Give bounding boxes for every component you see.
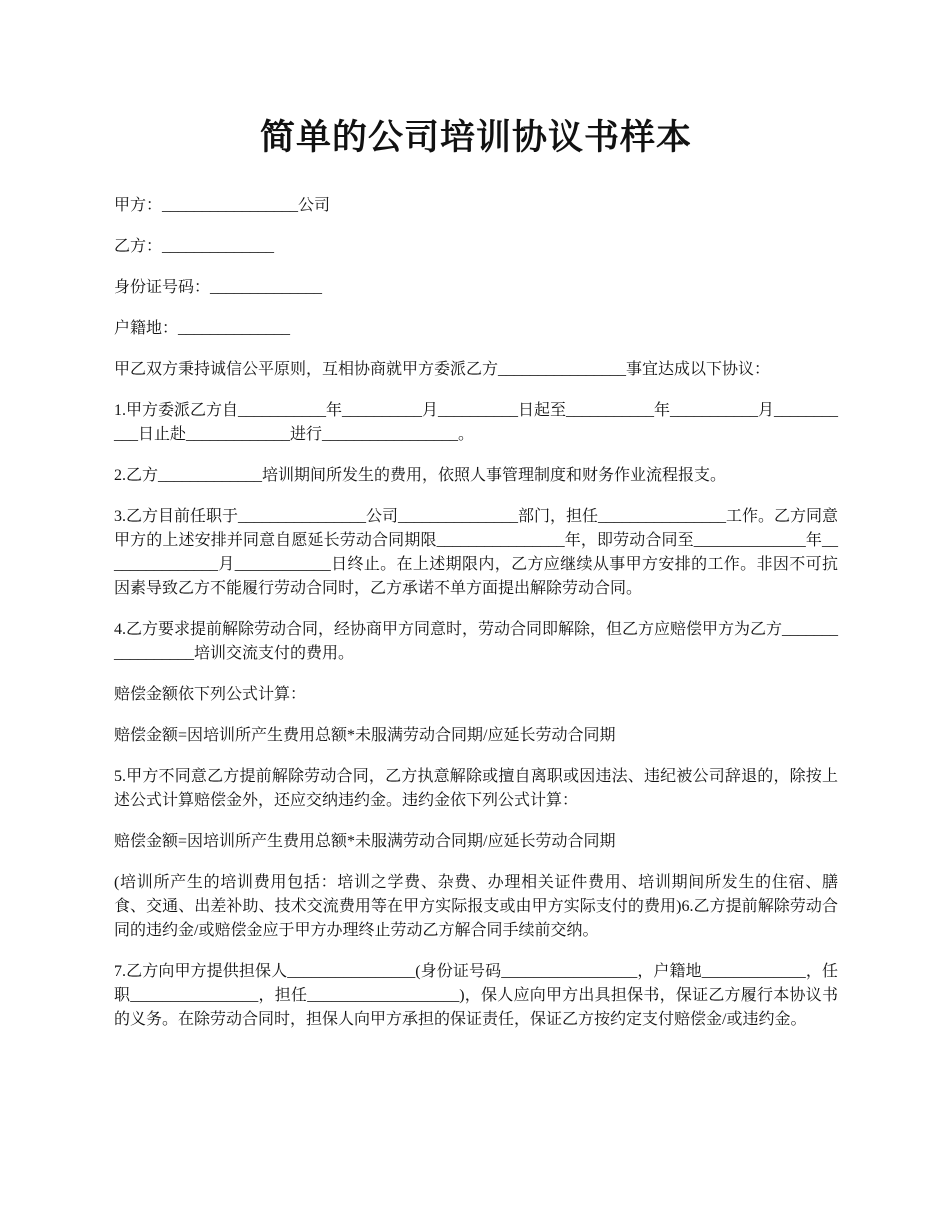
clause-1: 1.甲方委派乙方自___________年__________月__________日起至___________年___________月___________日止赴_____________进行_________________。 [114, 402, 839, 443]
formula-intro: 赔偿金额依下列公式计算： [114, 686, 307, 703]
preamble-paragraph: 甲乙双方秉持诚信公平原则，互相协商就甲方委派乙方________________事宜达成以下协议： [114, 361, 771, 378]
document-title: 简单的公司培训协议书样本 [259, 117, 692, 158]
clause-3: 3.乙方目前任职于________________公司_______________部门，担任________________工作。乙方同意甲方的上述安排并同意自愿延长劳动合同期限________________年，即劳动合同至______________年_______________月____________日终止。在上述期限内，乙方应继续从事甲方安排的工作。非因不可抗因素导致乙方不能履行劳动合同时，乙方承诺不单方面提出解除劳动合同。 [114, 508, 839, 597]
clause-7: 7.乙方向甲方提供担保人________________(身份证号码_________________，户籍地_____________，任职________________，担任___________________)，保人应向甲方出具担保书，保证乙方履行本协议书的义务。在除劳动合同时，担保人向甲方承担的保证责任，保证乙方按约定支付赔偿金/或违约金。 [114, 963, 838, 1028]
household-line: 户籍地：______________ [114, 320, 291, 337]
party-a-line: 甲方：_________________公司 [114, 197, 331, 214]
formula-compensation-1: 赔偿金额=因培训所产生费用总额*未服满劳动合同期/应延长劳动合同期 [114, 727, 616, 744]
party-b-line: 乙方：______________ [114, 238, 275, 255]
id-number-line: 身份证号码：______________ [114, 279, 323, 296]
formula-compensation-2: 赔偿金额=因培训所产生费用总额*未服满劳动合同期/应延长劳动合同期 [114, 833, 616, 850]
clause-4: 4.乙方要求提前解除劳动合同，经协商甲方同意时，劳动合同即解除，但乙方应赔偿甲方为乙方_________________培训交流支付的费用。 [114, 621, 839, 662]
clause-2: 2.乙方_____________培训期间所发生的费用，依照人事管理制度和财务作业流程报支。 [114, 467, 727, 484]
training-cost-note: (培训所产生的培训费用包括：培训之学费、杂费、办理相关证件费用、培训期间所发生的住宿、膳食、交通、出差补助、技术交流费用等在甲方实际报支或由甲方实际支付的费用)6.乙方提前解除劳动合同的违约金/或赔偿金应于甲方办理终止劳动乙方解合同手续前交纳。 [114, 874, 838, 939]
clause-5: 5.甲方不同意乙方提前解除劳动合同，乙方执意解除或擅自离职或因违法、违纪被公司辞退的，除按上述公式计算赔偿金外，还应交纳违约金。违约金依下列公式计算： [114, 768, 838, 809]
